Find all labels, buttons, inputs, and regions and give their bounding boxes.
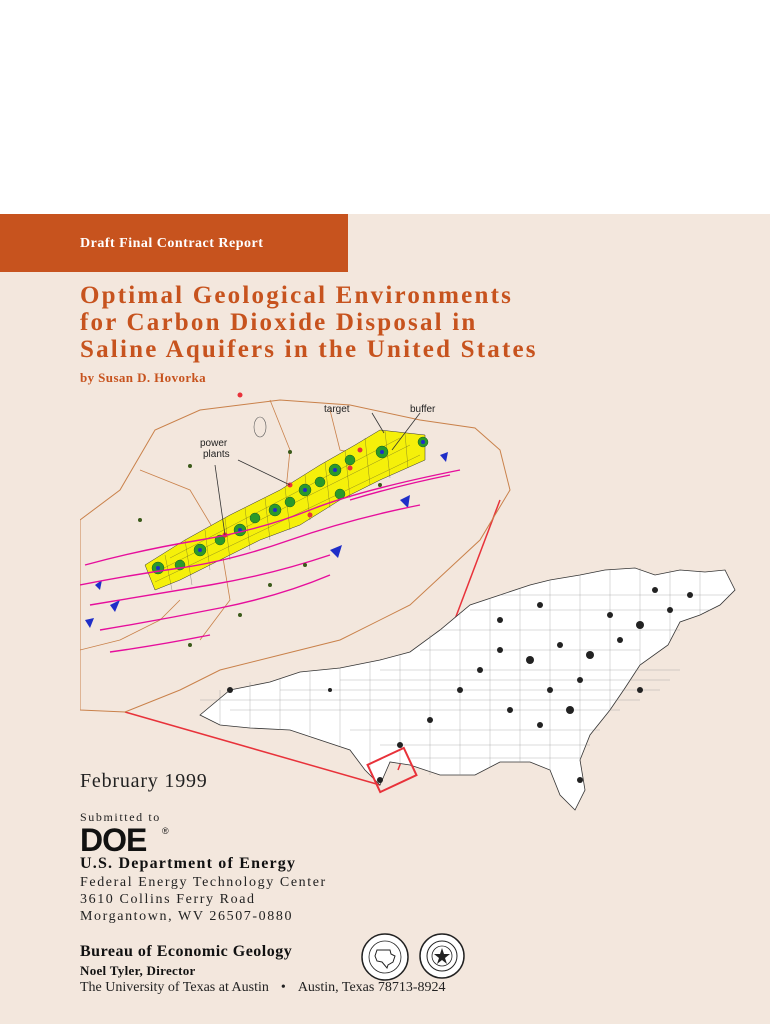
- university-seal-logo: [418, 932, 466, 980]
- address-bullet: •: [280, 980, 286, 995]
- title-line-2: for Carbon Dioxide Disposal in: [80, 309, 478, 336]
- doe-name: U.S. Department of Energy: [80, 855, 297, 872]
- author-byline: by Susan D. Hovorka: [80, 370, 207, 385]
- university-name: The University of Texas at Austin: [80, 980, 269, 995]
- title-line-1: Optimal Geological Environments: [80, 282, 514, 309]
- submitted-to-label: Submitted to: [80, 810, 161, 824]
- us-county-map: [200, 568, 735, 810]
- target-callout-line: [372, 413, 384, 433]
- report-date: February 1999: [80, 770, 208, 792]
- report-title: [80, 282, 700, 363]
- power-plants-callout-line: [238, 460, 290, 485]
- doe-address-line-2: 3610 Collins Ferry Road: [80, 892, 256, 907]
- buffer-label: buffer: [410, 404, 436, 415]
- cover-map-illustration: [80, 390, 750, 830]
- beg-seal-logo: [360, 932, 410, 982]
- doe-address-line-3: Morgantown, WV 26507-0880: [80, 909, 294, 924]
- doe-registered-mark: ®: [162, 826, 169, 836]
- doe-address-line-1: Federal Energy Technology Center: [80, 875, 327, 890]
- beg-city: Austin, Texas 78713-8924: [297, 980, 446, 995]
- doe-logo: DOE: [80, 822, 147, 858]
- power-plants-label-line2: plants: [203, 449, 230, 460]
- report-type-label: Draft Final Contract Report: [80, 236, 264, 251]
- power-plants-label-line1: power: [200, 438, 228, 449]
- title-line-3: Saline Aquifers in the United States: [80, 336, 538, 363]
- beg-director: Noel Tyler, Director: [80, 963, 196, 978]
- beg-name: Bureau of Economic Geology: [80, 943, 293, 960]
- beg-address: [80, 980, 446, 996]
- target-label: target: [324, 404, 350, 415]
